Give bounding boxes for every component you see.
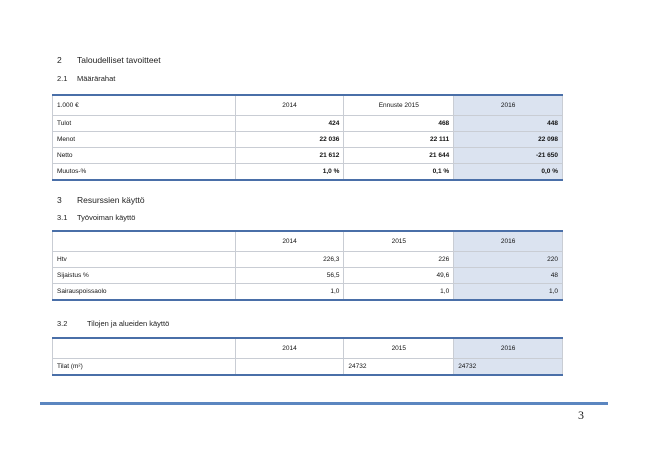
- section-number: 2.1: [57, 74, 68, 83]
- table-cell: 22 036: [235, 132, 344, 148]
- section-title: Tilojen ja alueiden käyttö: [87, 319, 170, 328]
- row-label: Tilat (m²): [53, 359, 236, 376]
- row-label: Muutos-%: [53, 164, 236, 181]
- table-cell: 220: [454, 252, 563, 268]
- table-cell: 22 111: [344, 132, 454, 148]
- section-title: Määrärahat: [77, 74, 116, 83]
- row-label: Sairauspoissaolo: [53, 284, 236, 301]
- table-row: [53, 132, 563, 148]
- row-label: Netto: [53, 148, 236, 164]
- column-header: Ennuste 2015: [344, 95, 454, 116]
- table-row: [53, 116, 563, 132]
- row-label: Htv: [53, 252, 236, 268]
- column-header: 2016: [454, 231, 563, 252]
- table-row: [53, 252, 563, 268]
- table-cell: 1,0: [344, 284, 454, 301]
- section-number: 3.2: [57, 319, 68, 328]
- column-header: 2015: [344, 231, 454, 252]
- column-header: 1.000 €: [53, 95, 236, 116]
- column-header: 2016: [454, 95, 563, 116]
- row-label: Sijaistus %: [53, 268, 236, 284]
- section-number: 3: [57, 195, 62, 205]
- section-3-1-heading: [57, 213, 135, 222]
- table-cell: 1,0: [454, 284, 563, 301]
- table-row: [53, 268, 563, 284]
- row-label: Menot: [53, 132, 236, 148]
- section-2-heading: [57, 55, 161, 65]
- table-row: [53, 284, 563, 301]
- section-3-heading: [57, 195, 145, 205]
- table-cell: 48: [454, 268, 563, 284]
- column-header: 2016: [454, 338, 563, 359]
- footer-rule: [40, 402, 608, 405]
- section-number: 3.1: [57, 213, 68, 222]
- table-row: [53, 148, 563, 164]
- table-row: [53, 359, 563, 376]
- table-header-row: [53, 95, 563, 116]
- column-header: 2014: [235, 338, 344, 359]
- section-3-2-heading: [57, 319, 169, 328]
- section-number: 2: [57, 55, 62, 65]
- row-label: Tulot: [53, 116, 236, 132]
- table-cell: 1,0 %: [235, 164, 344, 181]
- table-cell: [235, 359, 344, 376]
- premises-table: [52, 337, 563, 376]
- table-row: [53, 164, 563, 181]
- column-header: [53, 338, 236, 359]
- table-cell: 448: [454, 116, 563, 132]
- table-cell: -21 650: [454, 148, 563, 164]
- table-cell: 24732: [344, 359, 454, 376]
- column-header: [53, 231, 236, 252]
- table-cell: 56,5: [235, 268, 344, 284]
- appropriations-table: [52, 94, 563, 181]
- column-header: 2014: [235, 95, 344, 116]
- table-cell: 226,3: [235, 252, 344, 268]
- table-cell: 0,0 %: [454, 164, 563, 181]
- column-header: 2015: [344, 338, 454, 359]
- table-cell: 468: [344, 116, 454, 132]
- table-cell: 226: [344, 252, 454, 268]
- table-cell: 24732: [454, 359, 563, 376]
- table-header-row: [53, 231, 563, 252]
- page-number: 3: [578, 408, 584, 422]
- column-header: 2014: [235, 231, 344, 252]
- table-cell: 49,6: [344, 268, 454, 284]
- table-cell: 1,0: [235, 284, 344, 301]
- section-title: Työvoiman käyttö: [77, 213, 136, 222]
- table-cell: 21 644: [344, 148, 454, 164]
- workforce-table: [52, 230, 563, 301]
- table-cell: 424: [235, 116, 344, 132]
- table-cell: 21 612: [235, 148, 344, 164]
- section-title: Taloudelliset tavoitteet: [77, 55, 161, 65]
- table-cell: 22 098: [454, 132, 563, 148]
- section-title: Resurssien käyttö: [77, 195, 145, 205]
- section-2-1-heading: [57, 74, 115, 83]
- table-cell: 0,1 %: [344, 164, 454, 181]
- table-header-row: [53, 338, 563, 359]
